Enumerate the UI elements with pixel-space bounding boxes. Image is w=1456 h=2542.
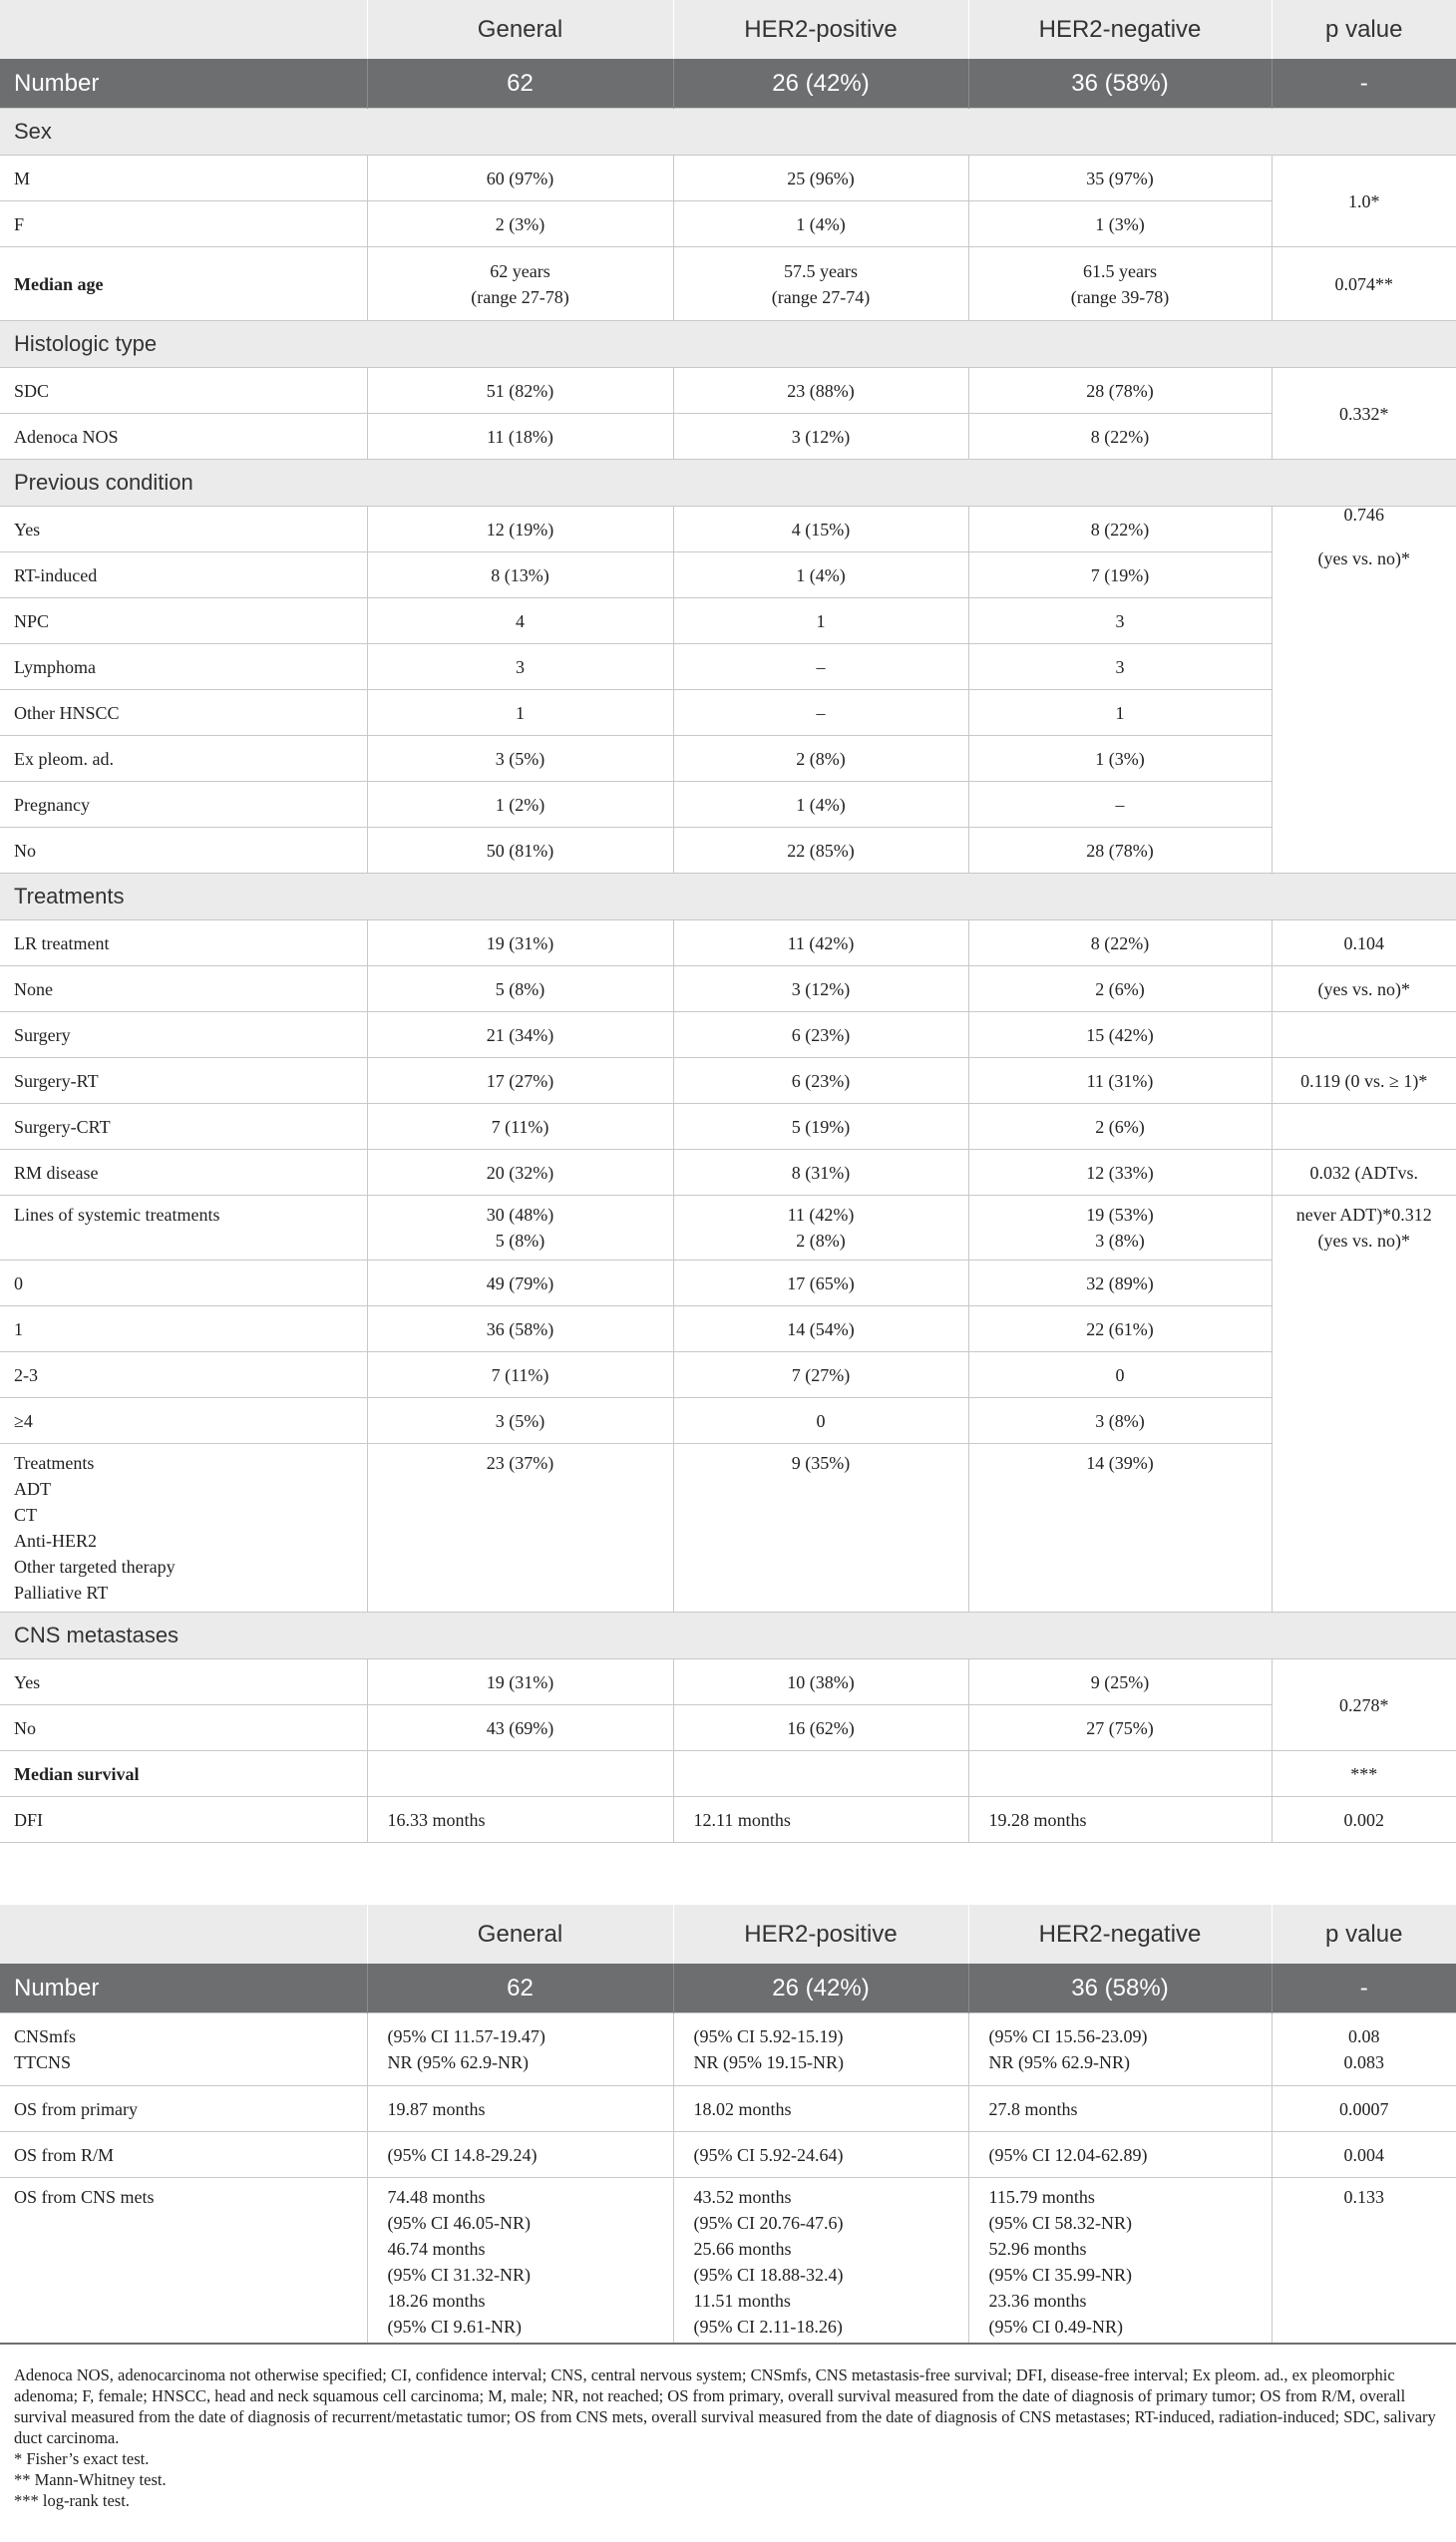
cell-general: 3 (5%) [367, 1398, 673, 1444]
cell-her2-negative: 61.5 years (range 39-78) [968, 247, 1272, 321]
section-histologic-type [0, 321, 1456, 368]
table-row [0, 644, 1456, 690]
cell-p-value: 1.0* [1272, 156, 1456, 247]
row-label: Lymphoma [0, 644, 367, 690]
footnote-mann-whitney: ** Mann-Whitney test. [14, 2470, 167, 2489]
row-label: RT-induced [0, 552, 367, 598]
table-row [0, 1659, 1456, 1705]
cell-p-value: never ADT)*0.312 (yes vs. no)* [1272, 1196, 1456, 1613]
cell-her2-positive: 7 (27%) [673, 1352, 968, 1398]
cell-her2-positive: (95% CI 5.92-24.64) [673, 2132, 968, 2178]
table-row [0, 2132, 1456, 2178]
cell-general: 74.48 months (95% CI 46.05-NR) 46.74 months (95% CI 31.32-NR) 18.26 months (95% CI 9.61-NR) [367, 2178, 673, 2355]
header-blank [0, 0, 367, 59]
section-cns-metastases [0, 1613, 1456, 1659]
cell-her2-negative: 35 (97%) [968, 156, 1272, 201]
cell-general: 16.33 months [367, 1797, 673, 1843]
number-her2-positive: 26 (42%) [673, 59, 968, 109]
cell-her2-negative: 19 (53%) 3 (8%) [968, 1196, 1272, 1261]
cell-general: 21 (34%) [367, 1012, 673, 1058]
cell-p-value [1272, 1012, 1456, 1058]
cell-general: 19 (31%) [367, 920, 673, 966]
row-label: OS from CNS mets [0, 2178, 367, 2355]
cell-her2-negative: 8 (22%) [968, 920, 1272, 966]
cell-her2-negative: 28 (78%) [968, 368, 1272, 414]
number-her2-positive: 26 (42%) [673, 1964, 968, 2013]
section-treatments [0, 874, 1456, 920]
cell-p-value: 0.332* [1272, 368, 1456, 460]
row-label: OS from R/M [0, 2132, 367, 2178]
cell-her2-positive: 1 (4%) [673, 782, 968, 828]
row-label: Treatments ADT CT Anti-HER2 Other targeted therapy Palliative RT [0, 1444, 367, 1613]
cell-general: 20 (32%) [367, 1150, 673, 1196]
row-label: Other HNSCC [0, 690, 367, 736]
cell-her2-positive: 17 (65%) [673, 1261, 968, 1306]
number-row [0, 1964, 1456, 2013]
cell-her2-negative: 19.28 months [968, 1797, 1272, 1843]
cell-general: 36 (58%) [367, 1306, 673, 1352]
cell-her2-positive: 16 (62%) [673, 1705, 968, 1751]
cell-general: 49 (79%) [367, 1261, 673, 1306]
header-her2-positive: HER2-positive [673, 1905, 968, 1964]
cell-general: 43 (69%) [367, 1705, 673, 1751]
survival-table [0, 1905, 1456, 2355]
table-row [0, 1058, 1456, 1104]
cell-her2-positive: 8 (31%) [673, 1150, 968, 1196]
cell-general: 12 (19%) [367, 507, 673, 552]
header-p-value: p value [1272, 1905, 1456, 1964]
cell-general: 2 (3%) [367, 201, 673, 247]
row-label: OS from primary [0, 2086, 367, 2132]
cell-her2-negative: 9 (25%) [968, 1659, 1272, 1705]
section-title: Histologic type [0, 321, 1456, 368]
header-general: General [367, 0, 673, 59]
cell-general: 17 (27%) [367, 1058, 673, 1104]
cell-general: 23 (37%) [367, 1444, 673, 1613]
row-label: 0 [0, 1261, 367, 1306]
cell-her2-negative: 1 [968, 690, 1272, 736]
cell-her2-negative: 2 (6%) [968, 966, 1272, 1012]
cell-general: 1 (2%) [367, 782, 673, 828]
cell-her2-positive: 1 (4%) [673, 552, 968, 598]
table-row [0, 1352, 1456, 1398]
number-label: Number [0, 1964, 367, 2013]
table-header-row [0, 0, 1456, 59]
row-label: SDC [0, 368, 367, 414]
cell-p-value: 0.004 [1272, 2132, 1456, 2178]
header-general: General [367, 1905, 673, 1964]
table-row [0, 552, 1456, 598]
table-row [0, 2178, 1456, 2355]
table-row [0, 966, 1456, 1012]
cell-p-value: 0.278* [1272, 1659, 1456, 1751]
row-label: M [0, 156, 367, 201]
table-row [0, 828, 1456, 874]
cell-her2-positive: 23 (88%) [673, 368, 968, 414]
footnote-fisher: * Fisher’s exact test. [14, 2449, 150, 2468]
table-row [0, 247, 1456, 321]
cell-her2-negative: 22 (61%) [968, 1306, 1272, 1352]
table-header-row [0, 1905, 1456, 1964]
cell-general: 7 (11%) [367, 1352, 673, 1398]
cell-general: 8 (13%) [367, 552, 673, 598]
cell-her2-negative: – [968, 782, 1272, 828]
table-row [0, 368, 1456, 414]
cell-general [367, 1751, 673, 1797]
cell-her2-negative: 3 [968, 644, 1272, 690]
cell-general: 3 [367, 644, 673, 690]
row-label: DFI [0, 1797, 367, 1843]
table-row [0, 1012, 1456, 1058]
table-row [0, 414, 1456, 460]
cell-her2-negative: (95% CI 15.56-23.09) NR (95% 62.9-NR) [968, 2013, 1272, 2086]
table-row [0, 1261, 1456, 1306]
number-general: 62 [367, 1964, 673, 2013]
cell-her2-positive: 6 (23%) [673, 1058, 968, 1104]
table-row [0, 690, 1456, 736]
cell-her2-negative: 27 (75%) [968, 1705, 1272, 1751]
row-label: No [0, 1705, 367, 1751]
cell-p-value: 0.0007 [1272, 2086, 1456, 2132]
cell-her2-positive: 43.52 months (95% CI 20.76-47.6) 25.66 months (95% CI 18.88-32.4) 11.51 months (95% CI 2.11-18.26) [673, 2178, 968, 2355]
cell-general: (95% CI 14.8-29.24) [367, 2132, 673, 2178]
cell-general: 7 (11%) [367, 1104, 673, 1150]
cell-her2-positive: 3 (12%) [673, 966, 968, 1012]
section-sex [0, 109, 1456, 156]
cell-p-value: *** [1272, 1751, 1456, 1797]
table-row [0, 1751, 1456, 1797]
row-label: No [0, 828, 367, 874]
row-label: Median age [0, 247, 367, 321]
cell-general: 30 (48%) 5 (8%) [367, 1196, 673, 1261]
table-row [0, 1104, 1456, 1150]
cell-her2-negative: 27.8 months [968, 2086, 1272, 2132]
table-row [0, 736, 1456, 782]
cell-her2-negative [968, 1751, 1272, 1797]
cell-her2-negative: 8 (22%) [968, 414, 1272, 460]
cell-her2-positive: 18.02 months [673, 2086, 968, 2132]
table-row [0, 2086, 1456, 2132]
cell-her2-negative: 0 [968, 1352, 1272, 1398]
section-title: Treatments [0, 874, 1456, 920]
table-row [0, 920, 1456, 966]
section-title: CNS metastases [0, 1613, 1456, 1659]
table-row [0, 782, 1456, 828]
row-label: RM disease [0, 1150, 367, 1196]
row-label: 2-3 [0, 1352, 367, 1398]
row-label: ≥4 [0, 1398, 367, 1444]
cell-her2-negative: 1 (3%) [968, 201, 1272, 247]
row-label: Surgery [0, 1012, 367, 1058]
row-label: None [0, 966, 367, 1012]
cell-her2-positive: 0 [673, 1398, 968, 1444]
table-row [0, 1150, 1456, 1196]
table-row [0, 1444, 1456, 1613]
row-label: 1 [0, 1306, 367, 1352]
cell-her2-positive: 1 [673, 598, 968, 644]
row-label: Adenoca NOS [0, 414, 367, 460]
cell-her2-positive: – [673, 644, 968, 690]
row-label: Pregnancy [0, 782, 367, 828]
cell-her2-positive: 1 (4%) [673, 201, 968, 247]
cell-her2-positive: 5 (19%) [673, 1104, 968, 1150]
cell-her2-positive: 11 (42%) [673, 920, 968, 966]
table-row [0, 1398, 1456, 1444]
cell-p-value: 0.104 [1272, 920, 1456, 966]
cell-general: 5 (8%) [367, 966, 673, 1012]
cell-her2-negative: 11 (31%) [968, 1058, 1272, 1104]
cell-her2-negative: 8 (22%) [968, 507, 1272, 552]
header-her2-negative: HER2-negative [968, 0, 1272, 59]
cell-her2-positive: 11 (42%) 2 (8%) [673, 1196, 968, 1261]
table-row [0, 2013, 1456, 2086]
cell-her2-negative: 1 (3%) [968, 736, 1272, 782]
table-row [0, 156, 1456, 201]
cell-her2-negative: 28 (78%) [968, 828, 1272, 874]
cell-her2-negative: 15 (42%) [968, 1012, 1272, 1058]
cell-her2-positive: 12.11 months [673, 1797, 968, 1843]
cell-general: 50 (81%) [367, 828, 673, 874]
cell-her2-negative: 14 (39%) [968, 1444, 1272, 1613]
cell-her2-positive: 10 (38%) [673, 1659, 968, 1705]
cell-her2-positive [673, 1751, 968, 1797]
number-her2-negative: 36 (58%) [968, 1964, 1272, 2013]
cell-her2-positive: 6 (23%) [673, 1012, 968, 1058]
row-label: Yes [0, 507, 367, 552]
cell-her2-negative: 115.79 months (95% CI 58.32-NR) 52.96 months (95% CI 35.99-NR) 23.36 months (95% CI 0.49-NR) [968, 2178, 1272, 2355]
section-title: Sex [0, 109, 1456, 156]
cell-her2-negative: 3 [968, 598, 1272, 644]
header-p-value: p value [1272, 0, 1456, 59]
number-label: Number [0, 59, 367, 109]
row-label: Ex pleom. ad. [0, 736, 367, 782]
cell-her2-positive: 57.5 years (range 27-74) [673, 247, 968, 321]
cell-her2-negative: 32 (89%) [968, 1261, 1272, 1306]
number-p-value: - [1272, 59, 1456, 109]
cell-general: 51 (82%) [367, 368, 673, 414]
row-label: CNSmfs TTCNS [0, 2013, 367, 2086]
header-blank [0, 1905, 367, 1964]
row-label: Surgery-CRT [0, 1104, 367, 1150]
cell-p-value [1272, 507, 1456, 874]
row-label: NPC [0, 598, 367, 644]
table-row [0, 201, 1456, 247]
cell-her2-negative: 7 (19%) [968, 552, 1272, 598]
cell-general: 3 (5%) [367, 736, 673, 782]
cell-her2-positive: 22 (85%) [673, 828, 968, 874]
footnote-log-rank: *** log-rank test. [14, 2491, 130, 2510]
cell-general: 1 [367, 690, 673, 736]
row-label: Lines of systemic treatments [0, 1196, 367, 1261]
cell-p-value: (yes vs. no)* [1272, 966, 1456, 1012]
table-row [0, 1705, 1456, 1751]
cell-general: 19 (31%) [367, 1659, 673, 1705]
table-row [0, 1797, 1456, 1843]
cell-her2-positive: – [673, 690, 968, 736]
table-row [0, 598, 1456, 644]
cell-her2-negative: 2 (6%) [968, 1104, 1272, 1150]
table-row [0, 1306, 1456, 1352]
header-her2-positive: HER2-positive [673, 0, 968, 59]
table-row [0, 1196, 1456, 1261]
footnote-abbreviations: Adenoca NOS, adenocarcinoma not otherwise specified; CI, confidence interval; CNS, central nervous system; CNSmfs, CNS metastasis-free survival; DFI, disease-free interval; Ex pleom. ad., ex pleomorphic adenoma; F, female; HNSCC, head and neck squamous cell carcinoma; M, male; NR, not reached; OS from primary, overall survival measured from the date of diagnosis of primary tumor; OS from R/M, overall survival measured from the date of diagnosis of recurrent/metastatic tumor; OS from CNS mets, overall survival measured from the date of diagnosis of CNS metastases; RT-induced, radiation-induced; SDC, salivary duct carcinoma. [14, 2365, 1436, 2447]
number-her2-negative: 36 (58%) [968, 59, 1272, 109]
cell-p-value: 0.119 (0 vs. ≥ 1)* [1272, 1058, 1456, 1104]
cell-p-value: 0.032 (ADTvs. [1272, 1150, 1456, 1196]
cell-her2-positive: 9 (35%) [673, 1444, 968, 1613]
cell-general: 60 (97%) [367, 156, 673, 201]
cell-her2-negative: (95% CI 12.04-62.89) [968, 2132, 1272, 2178]
cell-general: 11 (18%) [367, 414, 673, 460]
cell-p-value: 0.133 [1272, 2178, 1456, 2355]
row-label: Yes [0, 1659, 367, 1705]
cell-her2-negative: 3 (8%) [968, 1398, 1272, 1444]
cell-p-value [1272, 1104, 1456, 1150]
row-label: LR treatment [0, 920, 367, 966]
p-value-line-2: (yes vs. no)* [1317, 548, 1410, 568]
cell-her2-negative: 12 (33%) [968, 1150, 1272, 1196]
cell-p-value: 0.002 [1272, 1797, 1456, 1843]
cell-general: 62 years (range 27-78) [367, 247, 673, 321]
row-label: F [0, 201, 367, 247]
p-value-line-1: 0.746 [1343, 505, 1384, 525]
number-general: 62 [367, 59, 673, 109]
table-footnotes [0, 2343, 1456, 2542]
section-title: Previous condition [0, 460, 1456, 507]
cell-her2-positive: 25 (96%) [673, 156, 968, 201]
cell-her2-positive: 3 (12%) [673, 414, 968, 460]
cell-her2-positive: 4 (15%) [673, 507, 968, 552]
number-row [0, 59, 1456, 109]
cell-her2-positive: 14 (54%) [673, 1306, 968, 1352]
cell-general: (95% CI 11.57-19.47) NR (95% 62.9-NR) [367, 2013, 673, 2086]
number-p-value: - [1272, 1964, 1456, 2013]
cell-p-value: 0.08 0.083 [1272, 2013, 1456, 2086]
cell-general: 19.87 months [367, 2086, 673, 2132]
row-label: Surgery-RT [0, 1058, 367, 1104]
row-label: Median survival [0, 1751, 367, 1797]
table-row [0, 507, 1456, 552]
cell-her2-positive: 2 (8%) [673, 736, 968, 782]
header-her2-negative: HER2-negative [968, 1905, 1272, 1964]
cell-general: 4 [367, 598, 673, 644]
cell-p-value: 0.074** [1272, 247, 1456, 321]
section-previous-condition [0, 460, 1456, 507]
cell-her2-positive: (95% CI 5.92-15.19) NR (95% 19.15-NR) [673, 2013, 968, 2086]
